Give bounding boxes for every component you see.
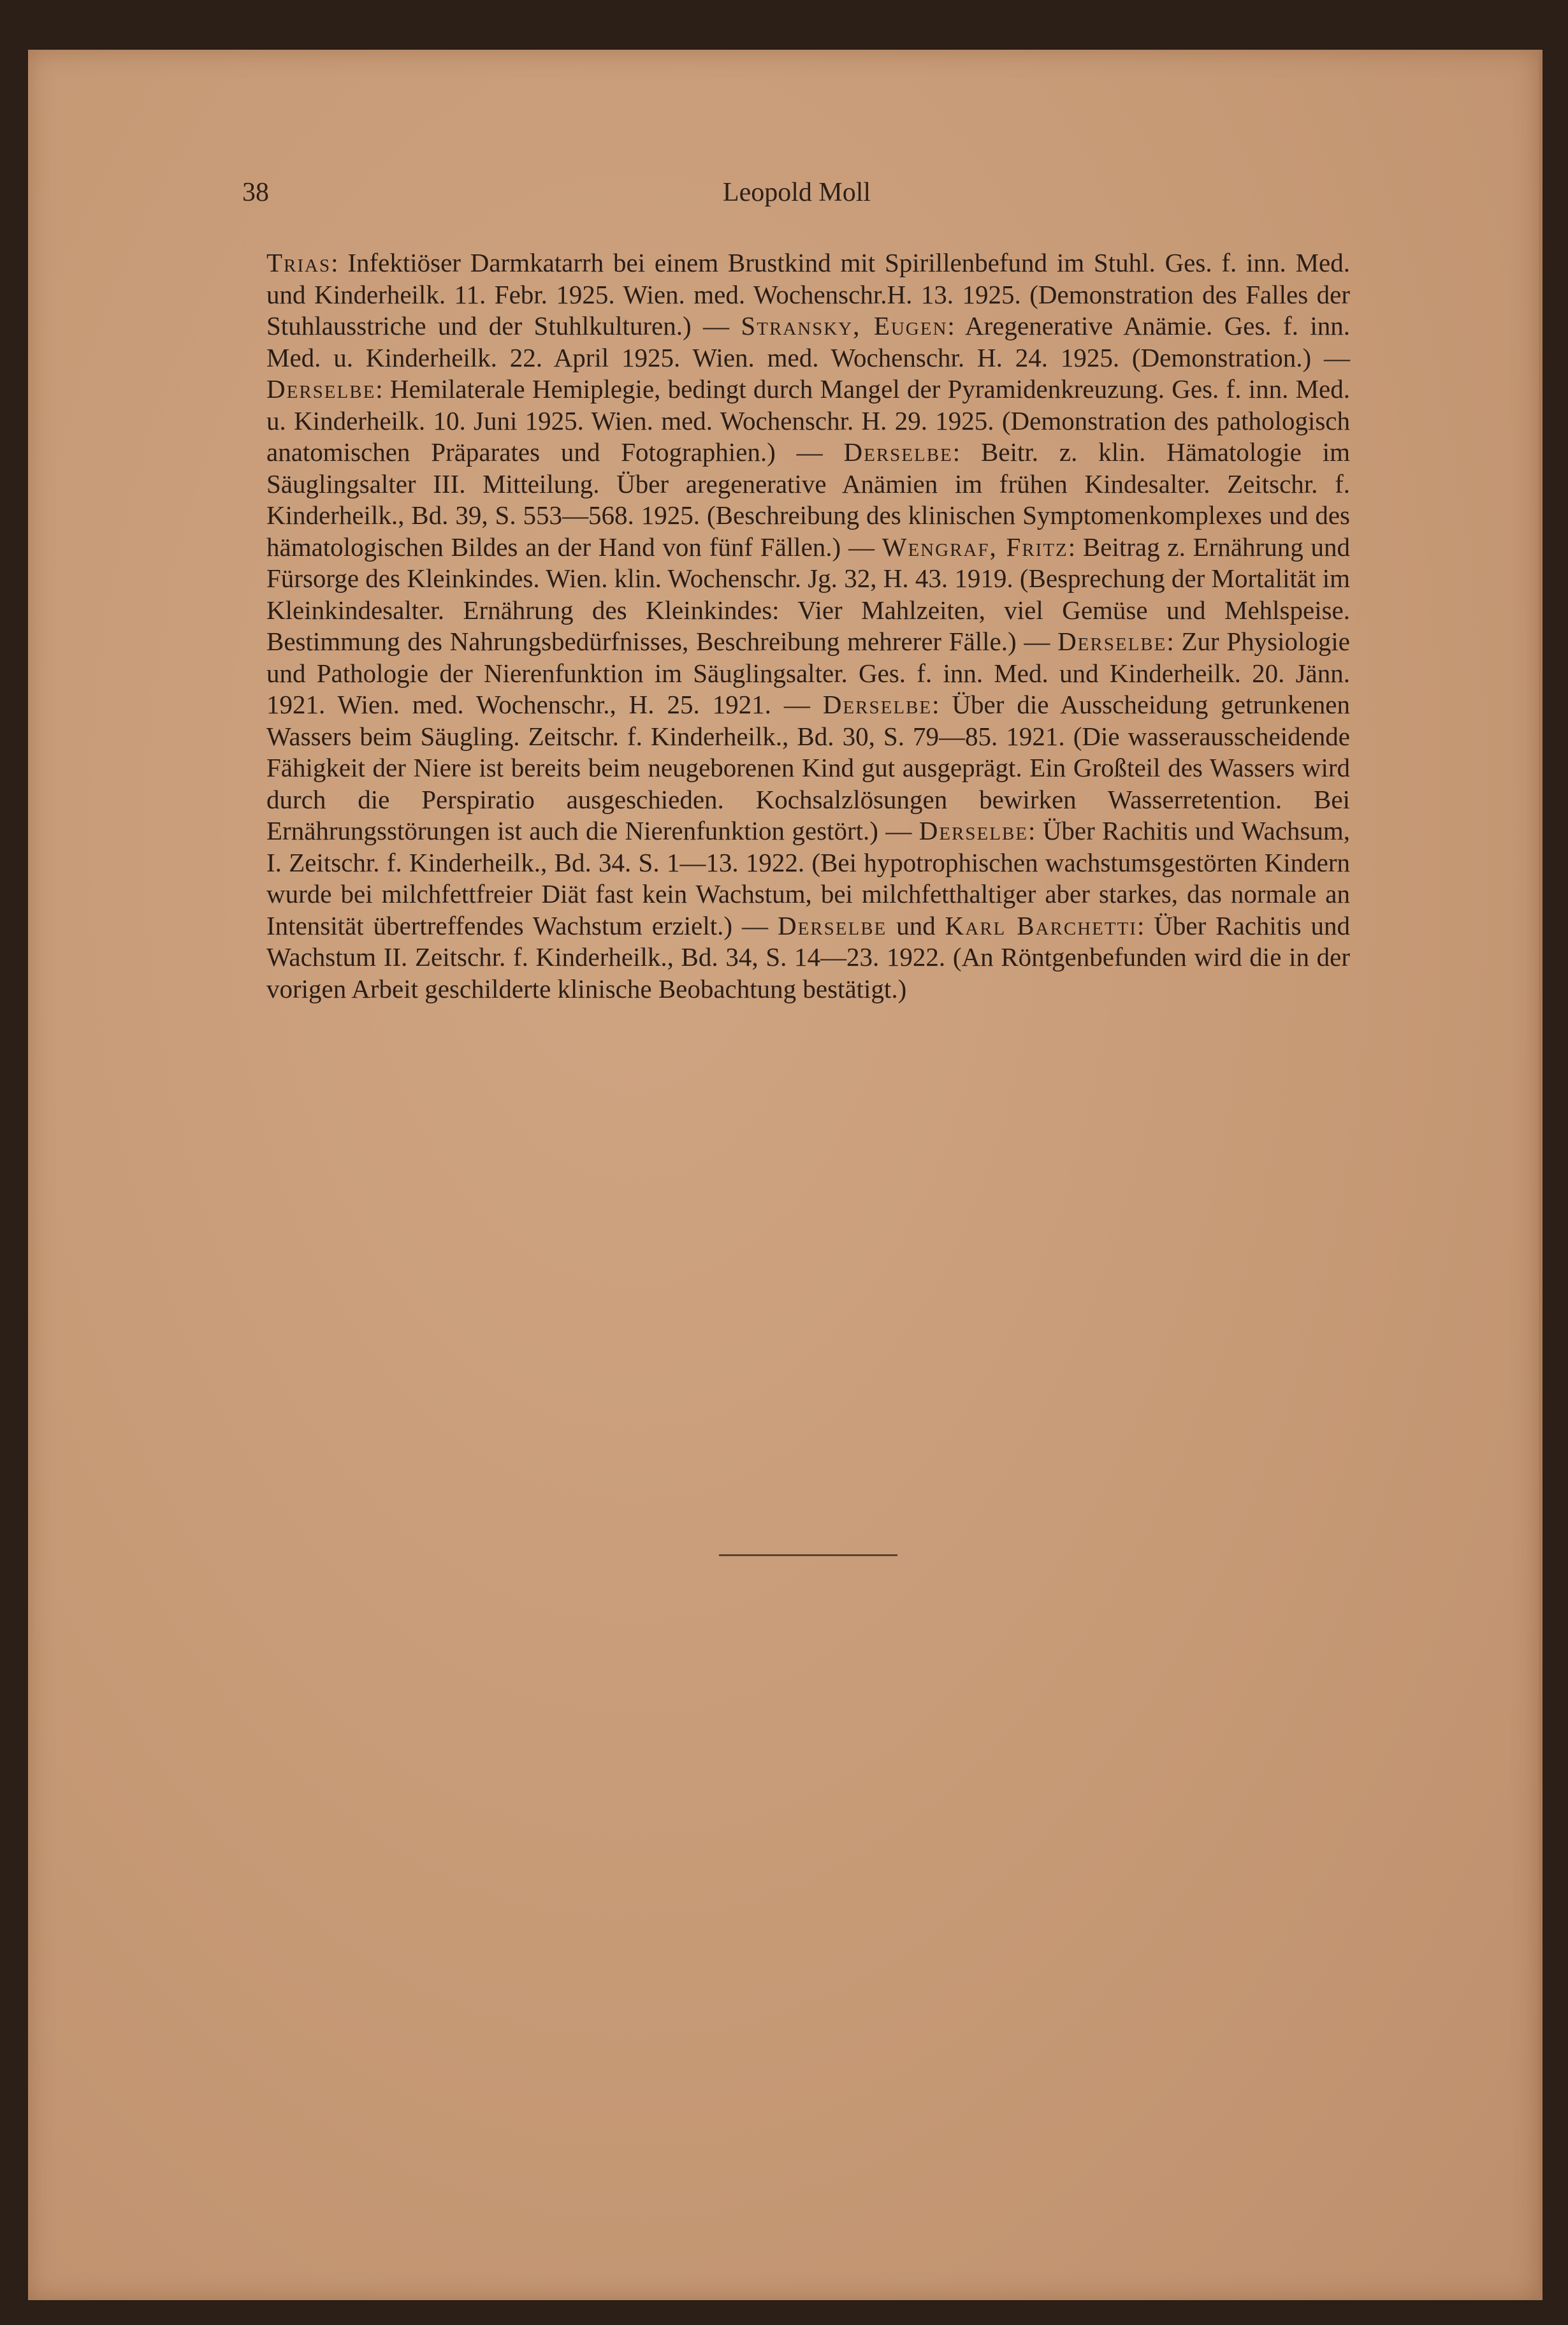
author-name: Derselbe xyxy=(843,437,953,467)
author-name: Karl Barchetti xyxy=(945,910,1137,940)
citation-text: : Zur Physiologie und Pathologie der Nierenfunktion im Säuglingsalter. Ges. f. inn. Med. und Kinderheilk. 20. Jänn. 1921. Wien. med. Wochenschr., H. 25. 1921. — xyxy=(266,627,1350,719)
end-rule-divider xyxy=(719,1554,897,1556)
running-header xyxy=(242,177,1351,215)
citation-text: : Aregenerative Anämie. Ges. f. inn. Med. u. Kinderheilk. 22. April 1925. Wien. med. Wochenschr. H. 24. 1925. (Demonstration.) — xyxy=(266,311,1350,372)
author-name: Stransky, Eugen xyxy=(741,311,948,340)
citation-text: : Über die Ausscheidung getrunkenen Wassers beim Säugling. Zeitschr. f. Kinderheilk., Bd. 30, S. 79—85. 1921. (Die wasserausscheidende Fähigkeit der Niere ist bereits beim neugeborenen Kind gut ausgeprägt. Ein Großteil des Wassers wird durch die Perspiratio ausgeschieden. Kochsalzlösungen bewirken Wasserretention. Bei Ernährungsstörungen ist auch die Nierenfunktion gestört.) — xyxy=(266,690,1351,845)
author-name: Derselbe xyxy=(822,690,933,719)
citation-text: und xyxy=(887,910,945,940)
page-number: 38 xyxy=(242,178,269,207)
author-name: Derselbe xyxy=(1057,627,1167,656)
bibliography-paragraph xyxy=(266,247,1350,1005)
running-title: Leopold Moll xyxy=(722,178,871,207)
citation-text: : Über Rachitis und Wachsum, I. Zeitschr. f. Kinderheilk., Bd. 34. S. 1—13. 1922. (Bei hypotrophischen wachstumsgestörten Kindern wurde bei milchfettfreier Diät fast kein Wachstum, bei milchfetthaltiger aber starkes, das normale an Intensität übertreffendes Wachstum erzielt.) — xyxy=(266,816,1350,940)
author-name: Wengraf, Fritz xyxy=(882,532,1068,562)
author-name: Trias xyxy=(266,248,331,277)
author-name: Derselbe xyxy=(918,816,1028,845)
author-name: Derselbe xyxy=(266,374,376,404)
citation-text: : Beitrag z. Ernährung und Fürsorge des Kleinkindes. Wien. klin. Wochenschr. Jg. 32, H. 43. 1919. (Besprechung der Mortalität im Kleinkindesalter. Ernährung des Kleinkindes: Vier Mahlzeiten, viel Gemüse und Mehlspeise. Bestimmung des Nahrungsbedürfnisses, Beschreibung mehrerer Fälle.) — xyxy=(266,532,1350,656)
citation-text: : Beitr. z. klin. Hämatologie im Säuglingsalter III. Mitteilung. Über aregenerative Anämien im frühen Kindesalter. Zeitschr. f. Kinderheilk., Bd. 39, S. 553—568. 1925. (Beschreibung des klinischen Symptomenkomplexes und des hämatologischen Bildes an der Hand von fünf Fällen.) — xyxy=(266,437,1350,562)
author-name: Derselbe xyxy=(777,910,887,940)
citation-text: : Hemilaterale Hemiplegie, bedingt durch Mangel der Pyramidenkreuzung. Ges. f. inn. Med. u. Kinderheilk. 10. Juni 1925. Wien. med. Wochenschr. H. 29. 1925. (Demonstration des pathologisch anatomischen Präparates und Fotographien.) — xyxy=(266,374,1350,467)
citation-text: : Infektiöser Darmkatarrh bei einem Brustkind mit Spirillenbefund im Stuhl. Ges. f. inn. Med. und Kinderheilk. 11. Febr. 1925. Wien. med. Wochenschr.H. 13. 1925. (Demonstration des Falles der Stuhlausstriche und der Stuhlkulturen.) — xyxy=(266,248,1350,340)
citation-text: : Über Rachitis und Wachstum II. Zeitschr. f. Kinderheilk., Bd. 34, S. 14—23. 1922. (An Röntgenbefunden wird die in der vorigen Arbeit geschilderte klinische Beobachtung bestätigt.) xyxy=(266,910,1351,1003)
